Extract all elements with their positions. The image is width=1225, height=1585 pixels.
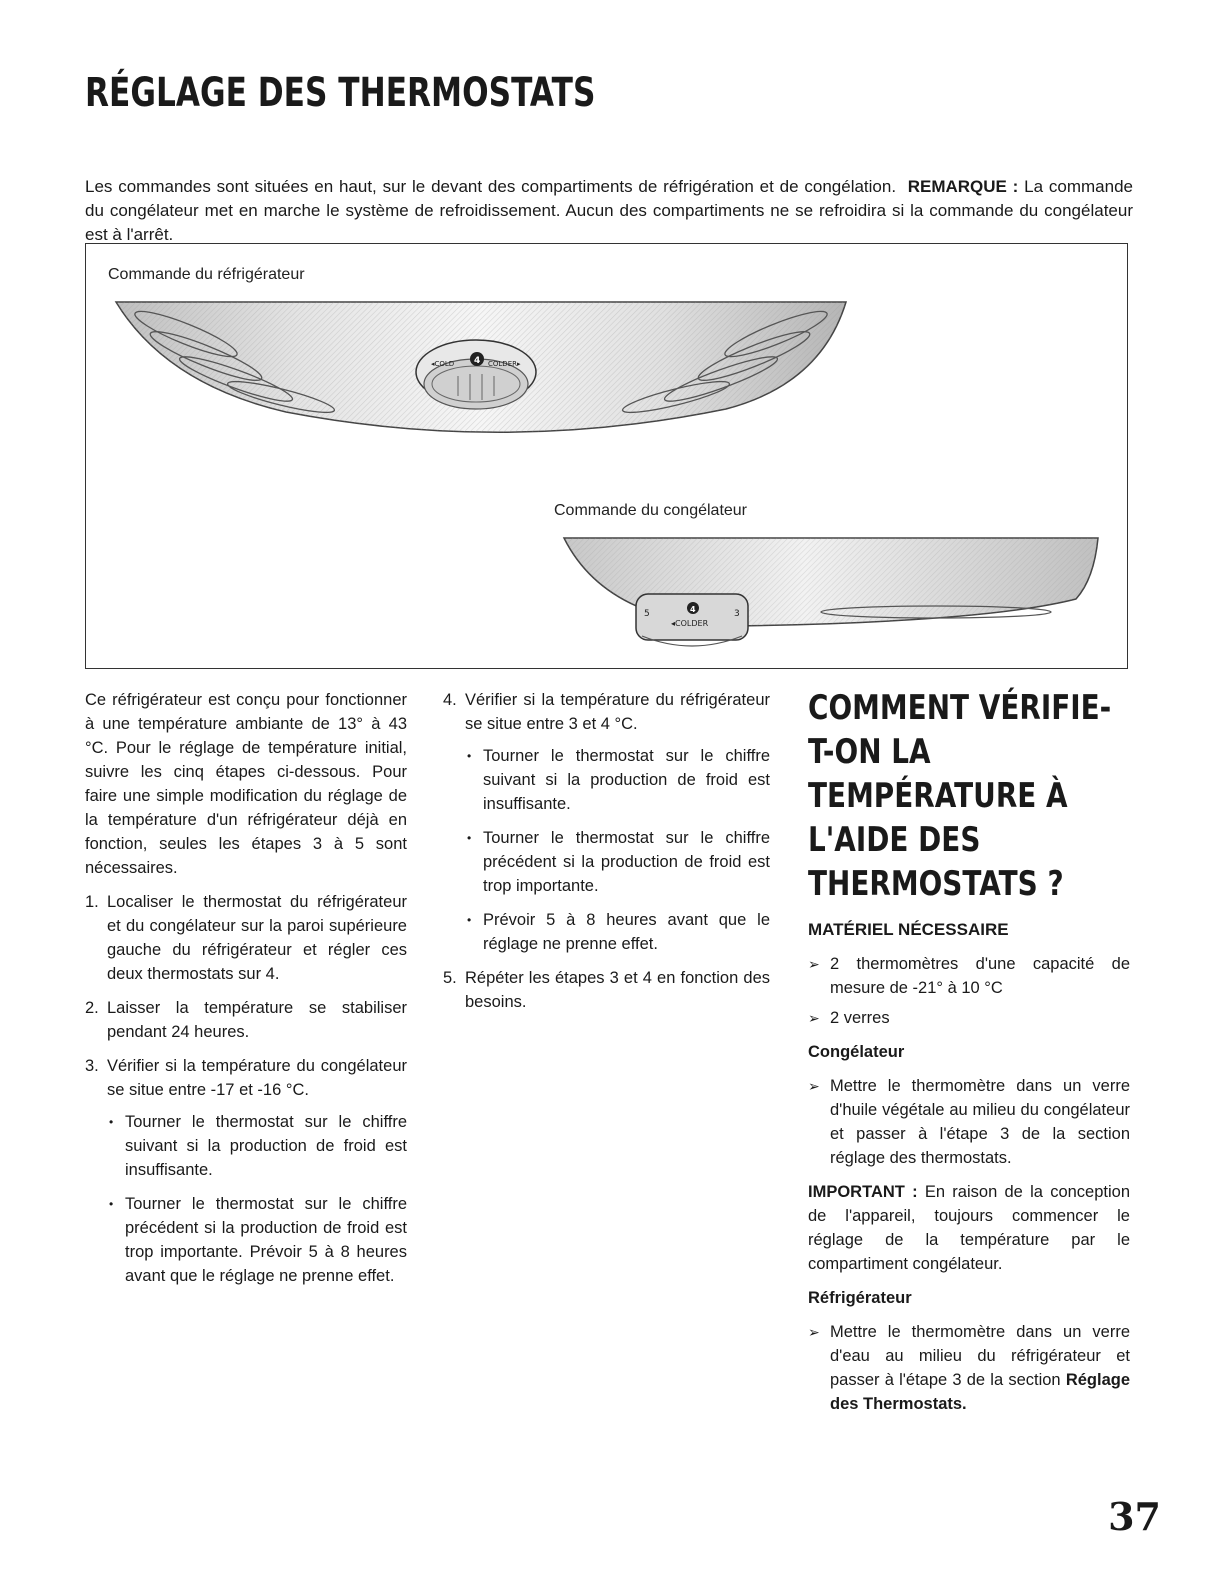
thermostat-figure bbox=[85, 243, 1128, 669]
fridge-dial-colder-text: COLDER▸ bbox=[488, 360, 521, 368]
fridge-item: ➢ Mettre le thermomètre dans un verre d'eau au milieu du réfrigérateur et passer à l'étape 3 de la section Réglage des Thermostats. bbox=[808, 1320, 1130, 1416]
fridge-dial-number: 4 bbox=[474, 356, 481, 366]
intro-paragraph: Les commandes sont situées en haut, sur le devant des compartiments de réfrigération et de congélation. REMARQUE : La commande du congélateur met en marche le système de refroidissement. Aucun des compartiments ne se refroidira si la commande du congélateur est à l'arrêt. bbox=[85, 177, 1133, 244]
section-heading: COMMENT VÉRIFIE-T-ON LA TEMPÉRATURE À L'AIDE DES THERMOSTATS ? bbox=[808, 688, 1112, 904]
important-label: IMPORTANT : bbox=[808, 1183, 918, 1201]
step-3-bullets bbox=[107, 1110, 407, 1288]
remark-label: REMARQUE : bbox=[907, 177, 1019, 196]
fridge-dial-cold-text: ◂COLD bbox=[431, 360, 455, 368]
bullet-item: • Prévoir 5 à 8 heures avant que le réglage ne prenne effet. bbox=[465, 908, 770, 956]
bullet-item: • Tourner le thermostat sur le chiffre précédent si la production de froid est trop importante. bbox=[465, 826, 770, 898]
column-right bbox=[808, 686, 1130, 1426]
step-item: 4. Vérifier si la température du réfrigérateur se situe entre 3 et 4 °C. • Tourner le thermostat sur le chiffre suivant si la production de froid est insuffisante. • Tourner le thermostat sur le chiffre précédent si la production de froid est trop importante. • Prévoir 5 à 8 heures avant que le réglage ne prenne effet. bbox=[443, 688, 770, 956]
column-left bbox=[85, 688, 407, 1298]
page-title: RÉGLAGE DES THERMOSTATS bbox=[85, 70, 596, 116]
fridge-dial[interactable] bbox=[416, 340, 536, 409]
freezer-dial-colder-text: ◂COLDER bbox=[671, 619, 709, 628]
col1-intro: Ce réfrigérateur est conçu pour fonctionner à une température ambiante de 13° à 43 °C. Pour le réglage de température initial, suivre les cinq étapes ci-dessous. Pour faire une simple modification du réglage de la température d'un réfrigérateur déjà en fonction, seules les étapes 3 à 5 sont nécessaires. bbox=[85, 691, 407, 877]
fridge-list bbox=[808, 1320, 1130, 1416]
bullet-item: • Tourner le thermostat sur le chiffre suivant si la production de froid est insuffisante. bbox=[465, 744, 770, 816]
fridge-control-label: Commande du réfrigérateur bbox=[108, 266, 305, 283]
important-note: IMPORTANT : En raison de la conception de l'appareil, toujours commencer le réglage de la température par le compartiment congélateur. bbox=[808, 1183, 1131, 1273]
arrow-icon: ➢ bbox=[808, 956, 820, 972]
bullet-item: • Tourner le thermostat sur le chiffre précédent si la production de froid est trop importante. Prévoir 5 à 8 heures avant que le réglage ne prenne effet. bbox=[107, 1192, 407, 1288]
step-4-bullets bbox=[465, 744, 770, 956]
freezer-dial-number: 4 bbox=[690, 605, 696, 614]
freezer-dial-right-number: 3 bbox=[734, 609, 740, 619]
step-item: 5. Répéter les étapes 3 et 4 en fonction des besoins. bbox=[443, 969, 770, 1011]
arrow-icon: ➢ bbox=[808, 1078, 820, 1094]
fridge-control-panel bbox=[116, 302, 846, 432]
bullet-item: • Tourner le thermostat sur le chiffre suivant si la production de froid est insuffisante. bbox=[107, 1110, 407, 1182]
arrow-icon: ➢ bbox=[808, 1324, 820, 1340]
freezer-control-label: Commande du congélateur bbox=[554, 502, 748, 519]
control-panel-illustration bbox=[86, 244, 1126, 668]
step-item: 1. Localiser le thermostat du réfrigérateur et du congélateur sur la paroi supérieure gauche du réfrigérateur et régler ces deux thermostats sur 4. bbox=[85, 893, 407, 983]
materials-item: ➢ 2 verres bbox=[808, 1006, 1130, 1030]
freezer-dial[interactable] bbox=[636, 594, 748, 646]
steps-list-1 bbox=[85, 890, 407, 1288]
step-item: 2. Laisser la température se stabiliser pendant 24 heures. bbox=[85, 999, 407, 1041]
column-middle bbox=[443, 688, 770, 1024]
steps-list-2 bbox=[443, 688, 770, 1014]
fridge-title: Réfrigérateur bbox=[808, 1289, 912, 1307]
materials-list bbox=[808, 952, 1130, 1030]
page-number: 37 bbox=[1108, 1494, 1161, 1539]
freezer-control-panel bbox=[564, 538, 1098, 646]
arrow-icon: ➢ bbox=[808, 1010, 820, 1026]
materials-item: ➢ 2 thermomètres d'une capacité de mesure de -21° à 10 °C bbox=[808, 952, 1130, 1000]
freezer-item: ➢ Mettre le thermomètre dans un verre d'huile végétale au milieu du congélateur et passer à l'étape 3 de la section réglage des thermostats. bbox=[808, 1074, 1130, 1170]
freezer-dial-left-number: 5 bbox=[644, 609, 650, 619]
materials-title: MATÉRIEL NÉCESSAIRE bbox=[808, 920, 1009, 939]
freezer-title: Congélateur bbox=[808, 1043, 905, 1061]
freezer-list bbox=[808, 1074, 1130, 1170]
step-item: 3. Vérifier si la température du congélateur se situe entre -17 et -16 °C. • Tourner le thermostat sur le chiffre suivant si la production de froid est insuffisante. • Tourner le thermostat sur le chiffre précédent si la production de froid est trop importante. Prévoir 5 à 8 heures avant que le réglage ne prenne effet. bbox=[85, 1054, 407, 1288]
